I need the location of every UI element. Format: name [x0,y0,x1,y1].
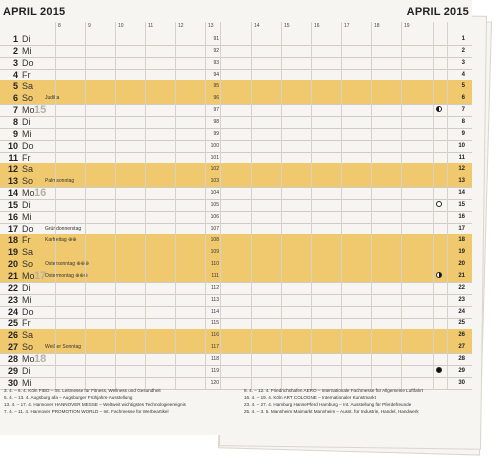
month-title-left: APRIL 2015 [3,6,66,18]
day-number-right: 17 [458,225,465,232]
hour-gridline [115,22,116,389]
fair-entry: 23. 4. – 27. 4. Hamburg HansePferd Hamburg – Int. Ausstellung für Pferdefreunde [244,402,412,407]
fair-entry: 16. 4. – 19. 4. Köln ART COLOGNE – Internationaler Kunstmarkt [244,395,376,400]
day-of-year: 92 [213,47,219,54]
day-number: 23 [7,294,18,305]
hour-label: 8 [58,23,61,29]
weekday-name: Di [22,34,31,44]
day-number-right: 2 [461,47,465,54]
weekday-name: So [22,93,34,104]
day-of-year: 103 [210,178,219,185]
day-number-right: 29 [458,367,465,374]
day-number-right: 16 [458,213,465,220]
day-of-year: 97 [213,107,219,114]
fair-entry: 25. 4. – 3. 5. Mannheim Maimarkt Mannheim – Ausst. für Industrie, Handel, Handwerk [244,409,419,414]
weekday-name: Sa [22,164,34,175]
hour-gridline [55,22,56,389]
hour-label: 10 [118,23,124,29]
day-number: 27 [7,342,18,353]
day-number-right: 28 [458,355,465,362]
hour-label: 19 [404,23,410,29]
fair-entry: 9. 4. – 12. 4. Friedrichshafen AERO – Internationale Fachmesse für Allgemeine Luftfahrt [244,388,423,393]
doy-column-line [447,22,448,389]
weekday-name: Mo [22,271,35,281]
holiday-label: Gründonnerstag [45,225,82,232]
weekday-name: So [22,259,34,270]
day-of-year: 100 [210,142,219,149]
day-number-right: 21 [458,273,465,279]
weekday-name: Fr [22,69,31,80]
day-number: 16 [7,211,18,222]
day-number: 30 [7,377,18,388]
day-of-year: 99 [213,130,219,137]
weekday-name: Do [22,223,34,234]
weekend-marker [433,175,447,186]
hour-gridline [311,22,312,389]
day-number-right: 1 [461,36,465,42]
week-number: 16 [34,187,47,200]
moon-phase-icon [436,201,442,207]
day-of-year: 108 [210,237,219,244]
day-of-year: 104 [210,190,219,197]
hour-gridline [281,22,282,389]
day-number: 25 [7,318,18,329]
weekday-name: Fr [22,152,31,163]
weekend-marker [433,80,447,91]
left-page [0,0,241,435]
left-doy-line [220,22,221,389]
holiday-label: Palmsonntag [45,178,75,185]
weekend-marker [433,234,447,245]
weekday-name: Di [22,199,31,210]
day-of-year: 116 [211,332,219,339]
weekday-name: So [22,176,34,187]
right-page [240,0,472,435]
day-of-year: 111 [211,273,219,279]
fair-entry: 7. 4. – 11. 4. Hannover PROMOTION WORLD – Int. Fachmesse für Werbeartikel [4,409,169,414]
day-number: 6 [12,93,18,104]
day-number-right: 19 [458,249,465,256]
weekend-marker [433,163,447,174]
day-number-right: 25 [458,320,465,327]
hour-label: 13 [208,23,214,29]
day-number: 17 [7,223,18,234]
weekday-name: Fr [22,235,31,246]
day-number: 15 [7,199,18,210]
weekday-name: Fr [22,318,31,329]
day-number-right: 10 [458,142,465,149]
weekday-name: Do [22,306,34,317]
day-of-year: 115 [211,320,219,327]
weekday-name: Mi [22,294,32,305]
weekday-name: Di [22,116,31,127]
day-number: 3 [12,57,18,68]
fair-list-right [244,387,423,415]
day-of-year: 106 [210,213,219,220]
week-number: 18 [34,352,47,365]
day-number: 20 [7,259,18,270]
day-number: 8 [12,116,18,127]
week-number: 17 [34,270,47,282]
weekday-name: Mi [22,377,32,388]
day-of-year: 112 [211,284,219,291]
day-number: 22 [7,282,18,293]
day-of-year: 120 [210,379,219,386]
hour-label: 17 [344,23,350,29]
day-number-right: 12 [458,166,465,173]
day-number-right: 26 [458,332,465,339]
weekend-marker [433,341,447,352]
day-number: 4 [12,69,18,80]
weekday-name: Mi [22,45,32,56]
day-of-year: 98 [213,118,219,125]
weekday-name: Di [22,365,31,376]
weekday-name: Sa [22,330,34,341]
holiday-label: Judika [45,95,60,102]
week-number: 15 [34,104,47,117]
day-of-year: 119 [211,367,219,374]
weekday-name: So [22,342,34,353]
day-of-year: 95 [213,83,219,90]
day-of-year: 110 [211,261,219,268]
hour-label: 12 [178,23,184,29]
hour-gridline [341,22,342,389]
day-number-right: 13 [458,178,465,185]
day-number: 21 [7,271,18,281]
holiday-label: Weißer Sonntag [45,344,82,351]
day-number: 24 [7,306,18,317]
holiday-label: Ostermontag ⊕⊕⊕ [45,273,88,279]
day-of-year: 93 [213,59,219,66]
day-number-right: 15 [458,201,465,208]
fair-list-left [4,387,186,415]
fair-entry: 5. 4. – 13. 4. Augsburg afa – Augsburger Frühjahrs-Ausstellung [4,395,133,400]
holiday-label: Ostersonntag ⊕⊕⊕ [45,261,89,268]
day-number-right: 20 [458,261,465,268]
weekend-marker [433,258,447,269]
day-number-right: 22 [458,284,465,291]
weekday-name: Di [22,282,31,293]
weekend-marker [433,246,447,257]
weekend-marker [433,92,447,103]
fair-entry: 3. 4. – 6. 4. Köln FIBO – Int. Leitmesse für Fitness, Wellness und Gesundheit [4,388,161,393]
day-of-year: 109 [210,249,219,256]
day-number-right: 5 [461,83,465,90]
hour-label: 15 [284,23,290,29]
hour-gridline [401,22,402,389]
hour-gridline [175,22,176,389]
day-of-year: 91 [213,36,219,42]
right-margin-line [433,22,434,389]
day-number-right: 24 [458,308,465,315]
day-of-year: 114 [211,308,219,315]
day-number: 28 [7,353,18,364]
day-of-year: 105 [210,201,219,208]
day-number-right: 3 [461,59,465,66]
hour-label: 11 [148,23,154,29]
weekday-name: Mo [22,105,35,116]
hour-gridline [251,22,252,389]
day-number: 2 [12,45,18,56]
day-of-year: 96 [213,95,219,102]
weekday-name: Mi [22,211,32,222]
day-number-right: 6 [461,95,465,102]
day-number: 11 [8,152,18,163]
day-number-right: 14 [458,190,465,197]
day-of-year: 107 [210,225,219,232]
hour-label: 14 [254,23,260,29]
day-number-right: 11 [458,154,465,161]
hour-gridline [205,22,206,389]
day-number-right: 4 [461,71,465,78]
weekday-name: Do [22,57,34,68]
weekday-name: Mo [22,353,35,364]
hour-label: 9 [88,23,91,29]
weekday-name: Sa [22,81,34,92]
hour-gridline [371,22,372,389]
day-number: 7 [12,105,18,116]
hour-label: 18 [374,23,380,29]
day-of-year: 117 [211,344,219,351]
moon-phase-icon [436,272,442,278]
day-number: 19 [7,247,18,258]
day-number: 1 [12,34,18,44]
moon-phase-icon [436,106,442,112]
day-number-right: 30 [458,379,465,386]
month-title-right: APRIL 2015 [406,6,469,18]
day-number: 26 [7,330,18,341]
fair-entry: 13. 4. – 17. 4. Hannover HANNOVER MESSE – Weltweit wichtigstes Technologieereignis [4,402,186,407]
day-number-right: 9 [461,130,465,137]
day-of-year: 101 [210,154,219,161]
day-of-year: 102 [210,166,219,173]
day-number: 9 [12,128,18,139]
day-number: 29 [7,365,18,376]
day-number-right: 23 [458,296,465,303]
day-number: 14 [7,188,18,199]
day-number-right: 8 [461,118,465,125]
hour-label: 16 [314,23,320,29]
day-of-year: 113 [211,296,219,303]
weekday-name: Do [22,140,34,151]
weekday-name: Mi [22,128,32,139]
weekday-name: Sa [22,247,34,258]
day-number-right: 7 [461,107,465,114]
hour-gridline [145,22,146,389]
day-number-right: 18 [458,237,465,244]
moon-phase-icon [436,367,442,373]
hour-gridline [85,22,86,389]
day-of-year: 94 [213,71,219,78]
day-number: 5 [12,81,18,92]
day-number: 18 [7,235,18,246]
weekend-marker [433,329,447,340]
day-of-year: 118 [211,355,219,362]
weekday-name: Mo [22,188,35,199]
day-number: 10 [7,140,18,151]
day-number-right: 27 [458,344,465,351]
holiday-label: Karfreitag ⊕⊕ [45,237,77,244]
day-number: 12 [7,164,18,175]
day-number: 13 [7,176,18,187]
